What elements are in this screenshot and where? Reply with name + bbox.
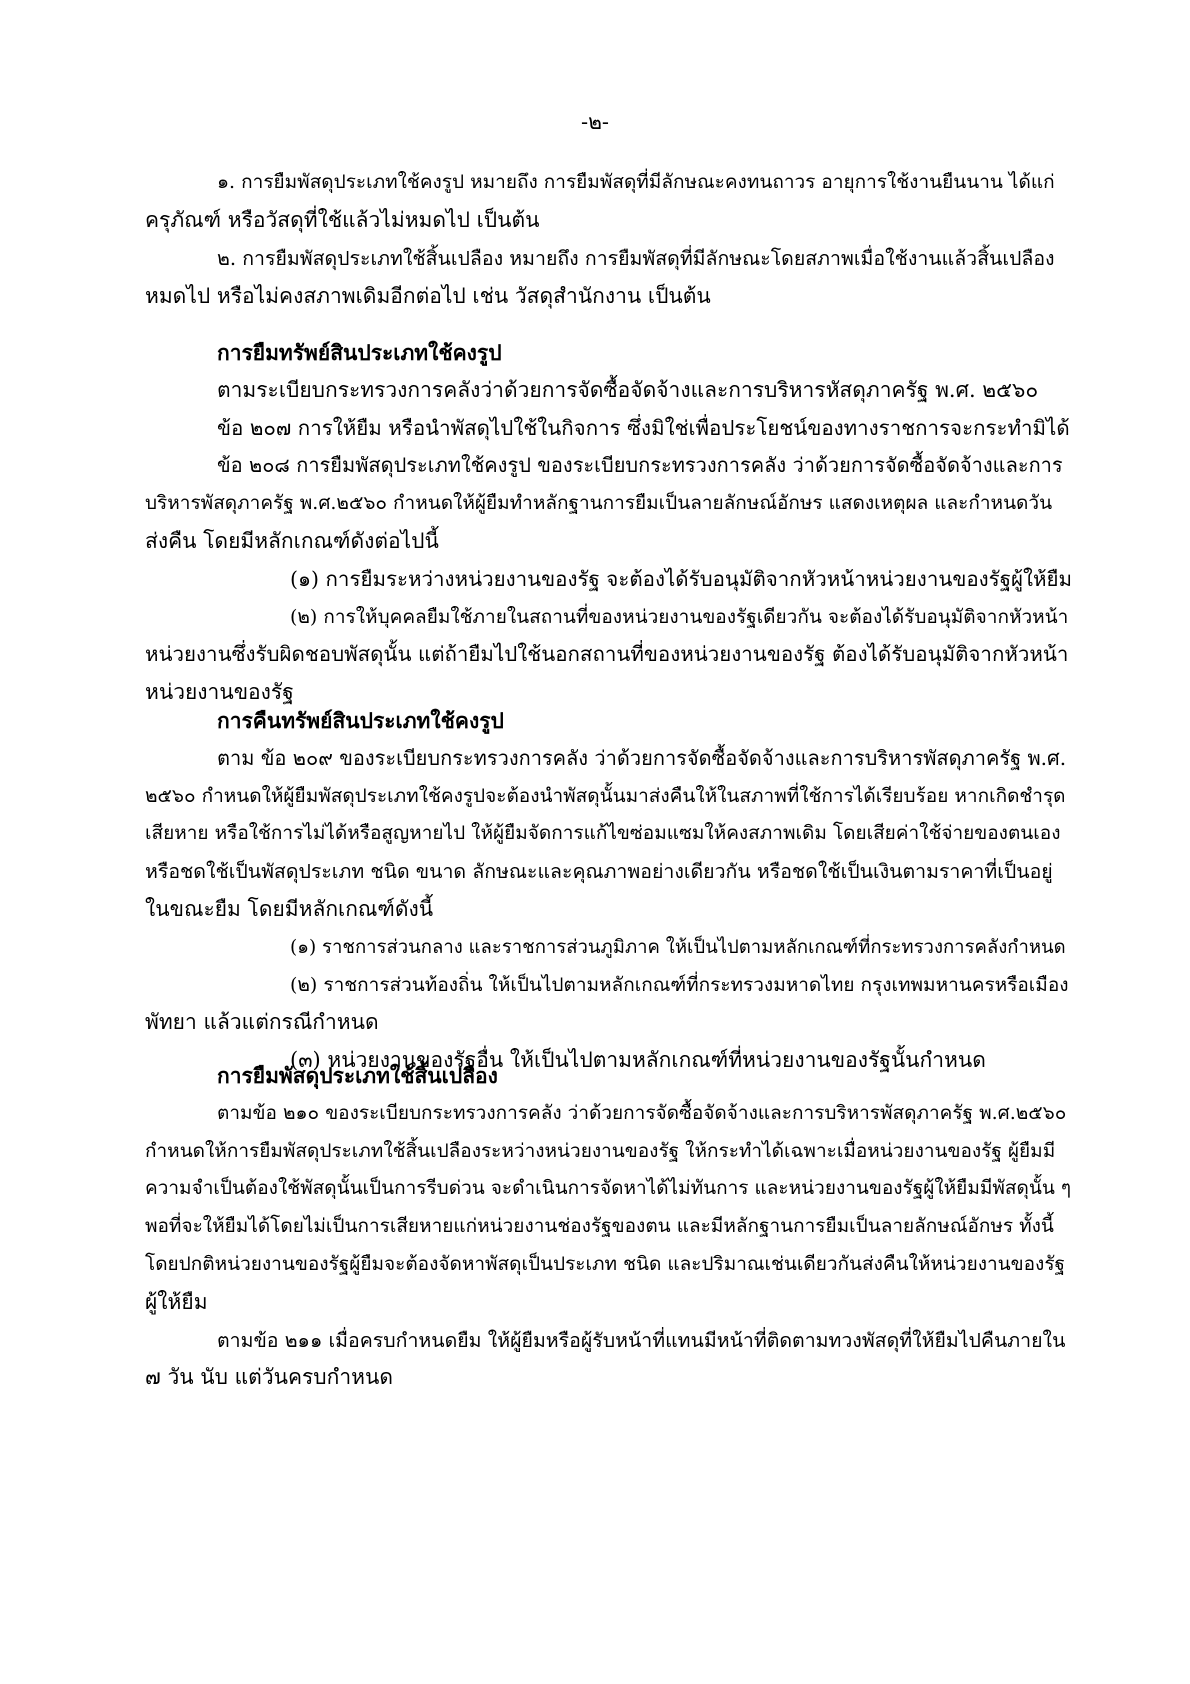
section1-heading: การยืมทรัพย์สินประเภทใช้คงรูป: [217, 340, 502, 365]
section3-heading: การยืมพัสดุประเภทใช้สิ้นเปลือง: [217, 1063, 498, 1088]
section2-heading: การคืนทรัพย์สินประเภทใช้คงรูป: [217, 708, 504, 733]
page-number: -๒-: [580, 110, 610, 134]
section2-block: การคืนทรัพย์สินประเภทใช้คงรูป ตาม ข้อ ๒๐๙ ของระเบียบกระทรวงการคลัง ว่าด้วยการจัดซื้อจัดจ้างและการบริหารพัสดุภาครัฐ พ.ศ. ๒๕๖๐ กำหนดให้ผู้ยืมพัสดุประเภทใช้คงรูปจะต้องนำพัสดุนั้นมาส่งคืนให้ในสภาพที่ใช้การได้เรียบร้อย หากเกิดชำรุด เสียหาย หรือใช้การไม่ได้หรือสูญหายไป ให้ผู้ยืมจัดการแก้ไขซ่อมแซมให้คงสภาพเดิม โดยเสียค่าใช้จ่ายของตนเอง หรือชดใช้เป็นพัสดุประเภท ชนิด ขนาด ลักษณะและคุณภาพอย่างเดียวกัน หรือชดใช้เป็นเงินตามราคาที่เป็นอยู่ ในขณะยืม โดยมีหลักเกณฑ์ดังนี้ (๑) ราชการส่วนกลาง และราชการส่วนภูมิภาค ให้เป็นไปตามหลักเกณฑ์ที่กระทรวงการคลังกำหนด (๒) ราชการส่วนท้องถิ่น ให้เป็นไปตามหลักเกณฑ์ที่กระทรวงมหาดไทย กรุงเทพมหานครหรือเมือง พัทยา แล้วแต่กรณีกำหนด (๓) หน่วยงานของรัฐอื่น ให้เป็นไปตามหลักเกณฑ์ที่หน่วยงานของรัฐนั้นกำหนด: [145, 702, 1075, 1080]
definition-2: ๒. การยืมพัสดุประเภทใช้สิ้นเปลือง หมายถึง การยืมพัสดุที่มีลักษณะโดยสภาพเมื่อใช้งานแล้วสิ้นเปลือง หมดไป หรือไม่คงสภาพเดิมอีกต่อไป เช่น วัสดุสำนักงาน เป็นต้น: [145, 247, 1055, 308]
section1-block: การยืมทรัพย์สินประเภทใช้คงรูป ตามระเบียบกระทรวงการคลังว่าด้วยการจัดซื้อจัดจ้างและการบริหารหัสดุภาครัฐ พ.ศ. ๒๕๖๐ ข้อ ๒๐๗ การให้ยืม หรือนำพัสดุไปใช้ในกิจการ ซึ่งมิใช่เพื่อประโยชน์ของทางราชการจะกระทำมิได้ ข้อ ๒๐๘ การยืมพัสดุประเภทใช้คงรูป ของระเบียบกระทรวงการคลัง ว่าด้วยการจัดซื้อจัดจ้างและการ บริหารพัสดุภาครัฐ พ.ศ.๒๕๖๐ กำหนดให้ผู้ยืมทำหลักฐานการยืมเป็นลายลักษณ์อักษร แสดงเหตุผล และกำหนดวัน ส่งคืน โดยมีหลักเกณฑ์ดังต่อไปนี้ (๑) การยืมระหว่างหน่วยงานของรัฐ จะต้องได้รับอนุมัติจากหัวหน้าหน่วยงานของรัฐผู้ให้ยืม (๒) การให้บุคคลยืมใช้ภายในสถานที่ของหน่วยงานของรัฐเดียวกัน จะต้องได้รับอนุมัติจากหัวหน้า หน่วยงานซึ่งรับผิดชอบพัสดุนั้น แต่ถ้ายืมไปใช้นอกสถานที่ของหน่วยงานของรัฐ ต้องได้รับอนุมัติจากหัวหน้า หน่วยงานของรัฐ: [145, 334, 1075, 712]
section3-block: การยืมพัสดุประเภทใช้สิ้นเปลือง ตามข้อ ๒๑๐ ของระเบียบกระทรวงการคลัง ว่าด้วยการจัดซื้อจัดจ้างและการบริหารพัสดุภาครัฐ พ.ศ.๒๕๖๐ กำหนดให้การยืมพัสดุประเภทใช้สิ้นเปลืองระหว่างหน่วยงานของรัฐ ให้กระทำได้เฉพาะเมื่อหน่วยงานของรัฐ ผู้ยืมมี ความจำเป็นต้องใช้พัสดุนั้นเป็นการรีบด่วน จะดำเนินการจัดหาได้ไม่ทันการ และหน่วยงานของรัฐผู้ให้ยืมมีพัสดุนั้น ๆ พอที่จะให้ยืมได้โดยไม่เป็นการเสียหายแก่หน่วยงานช่องรัฐของตน และมีหลักฐานการยืมเป็นลายลักษณ์อักษร ทั้งนี้ โดยปกติหน่วยงานของรัฐผู้ยืมจะต้องจัดหาพัสดุเป็นประเภท ชนิด และปริมาณเช่นเดียวกันส่งคืนให้หน่วยงานของรัฐ ผู้ให้ยืม ตามข้อ ๒๑๑ เมื่อครบกำหนดยืม ให้ผู้ยืมหรือผู้รับหน้าที่แทนมีหน้าที่ติดตามทวงพัสดุที่ให้ยืมไปคืนภายใน ๗ วัน นับ แต่วันครบกำหนด: [145, 1057, 1075, 1397]
definition-1: ๑. การยืมพัสดุประเภทใช้คงรูป หมายถึง การยืมพัสดุที่มีลักษณะคงทนถาวร อายุการใช้งานยืนนาน ได้แก่ ครุภัณฑ์ หรือวัสดุที่ใช้แล้วไม่หมดไป เป็นต้น: [145, 171, 1055, 232]
